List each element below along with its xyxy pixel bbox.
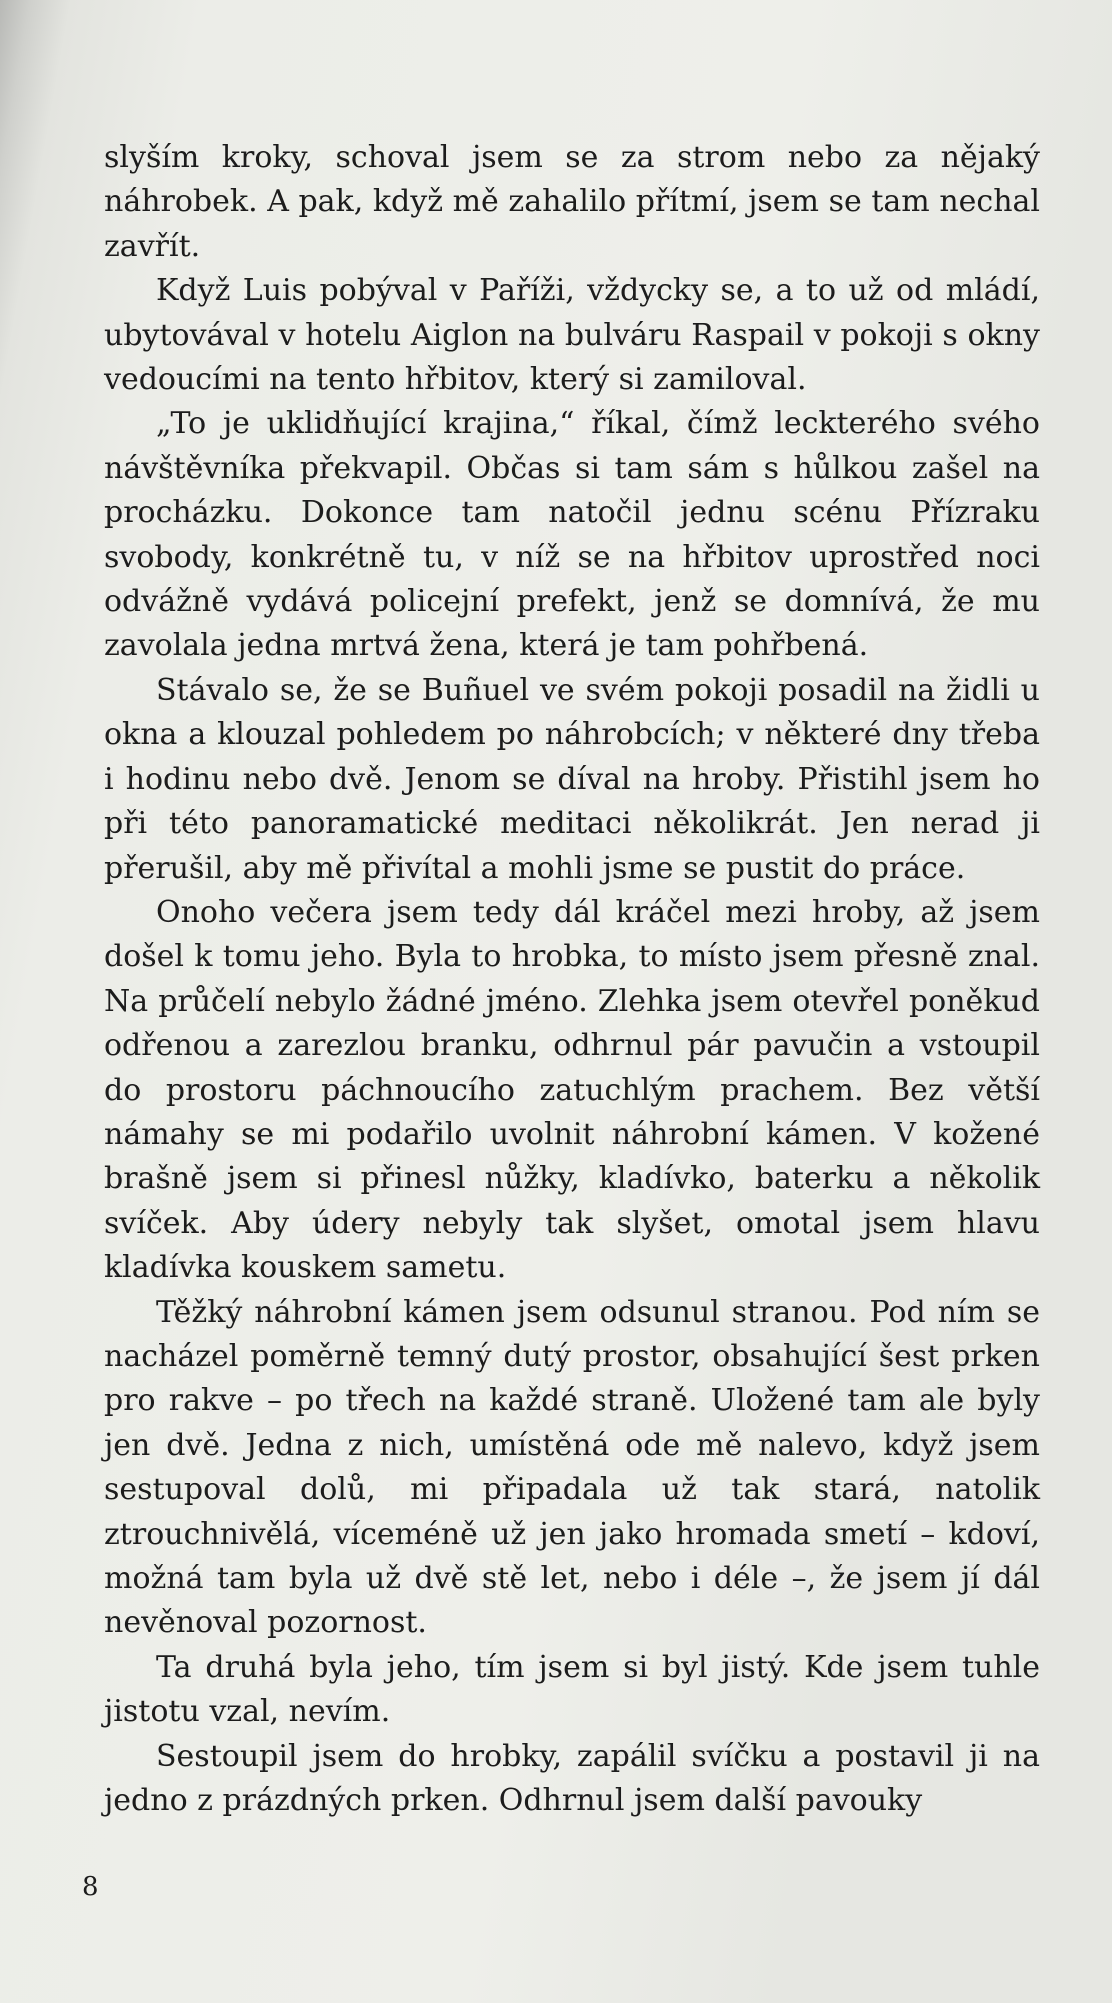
paragraph: Když Luis pobýval v Paříži, vždycky se, a to už od mládí, ubytovával v hotelu Aiglon na bulváru Raspail v pokoji s okny vedoucími na tento hřbitov, který si zamiloval. [104,273,1040,398]
paragraph: slyším kroky, schoval jsem se za strom nebo za nějaký náhrobek. A pak, když mě zahalilo přítmí, jsem se tam nechal zavřít. [104,140,1040,264]
page-number: 8 [82,1872,99,1902]
body-text [104,136,1040,1823]
paragraph: Onoho večera jsem tedy dál kráčel mezi hroby, až jsem došel k tomu jeho. Byla to hrobka, to místo jsem přesně znal. Na průčelí nebylo žádné jméno. Zlehka jsem otevřel poněkud odřenou a zarezlou branku, odhrnul pár pavučin a vstoupil do prostoru páchnoucího zatuchlým prachem. Bez větší námahy se mi podařilo uvolnit náhrobní kámen. V kožené brašně jsem si přinesl nůžky, kladívko, baterku a několik svíček. Aby údery nebyly tak slyšet, omotal jsem hlavu kladívka kouskem sametu. [104,894,1040,1286]
paragraph: Sestoupil jsem do hrobky, zapálil svíčku a postavil ji na jedno z prázdných prken. Odhrnul jsem další pavouky [104,1738,1040,1819]
paragraph: Ta druhá byla jeho, tím jsem si byl jistý. Kde jsem tuhle jistotu vzal, nevím. [104,1649,1040,1730]
paragraph: Těžký náhrobní kámen jsem odsunul stranou. Pod ním se nacházel poměrně temný dutý prostor, obsahující šest prken pro rakve – po třech na každé straně. Uložené tam ale byly jen dvě. Jedna z nich, umístěná ode mě nalevo, když jsem sestupoval dolů, mi připadala už tak stará, natolik ztrouchnivělá, víceméně už jen jako hromada smetí – kdoví, možná tam byla už dvě stě let, nebo i déle –, že jsem jí dál nevěnoval pozornost. [104,1294,1040,1641]
paragraph: „To je uklidňující krajina,“ říkal, čímž leckterého svého návštěvníka překvapil. Občas si tam sám s hůlkou zašel na procházku. Dokonce tam natočil jednu scénu Přízraku svobody, konkrétně tu, v níž se na hřbitov uprostřed noci odvážně vydává policejní prefekt, jenž se domnívá, že mu zavolala jedna mrtvá žena, která je tam pohřbená. [104,406,1040,664]
paragraph: Stávalo se, že se Buñuel ve svém pokoji posadil na židli u okna a klouzal pohledem po náhrobcích; v některé dny třeba i hodinu nebo dvě. Jenom se díval na hroby. Přistihl jsem ho při této panoramatické meditaci několikrát. Jen nerad ji přerušil, aby mě přivítal a mohli jsme se pustit do práce. [104,672,1040,886]
